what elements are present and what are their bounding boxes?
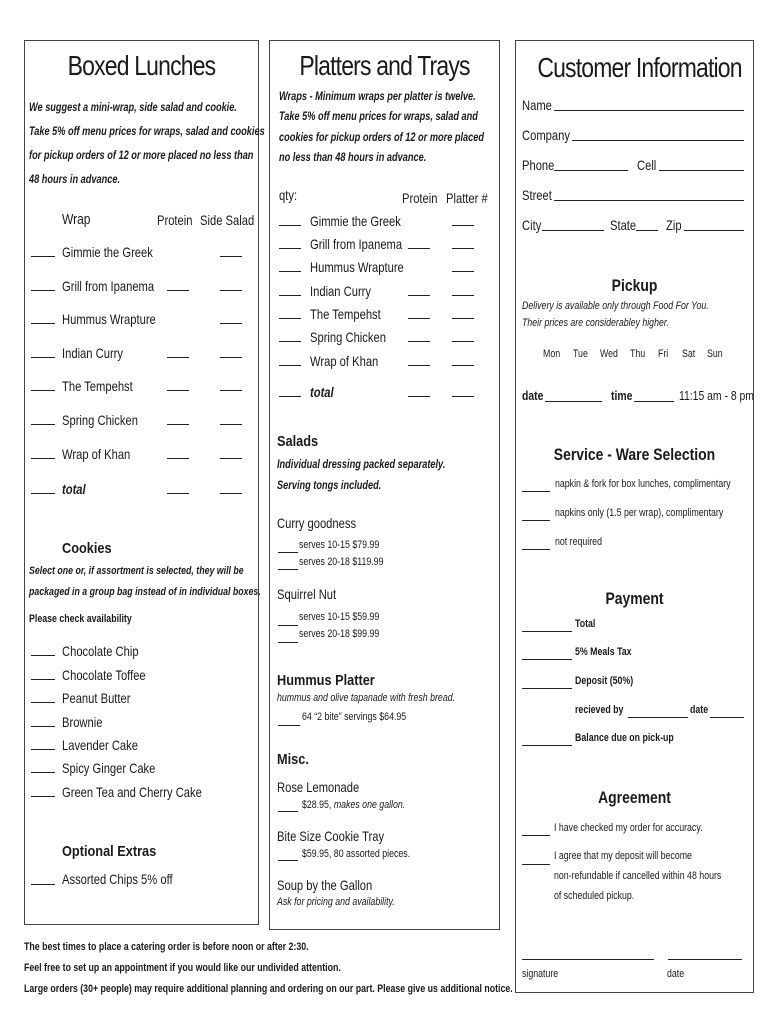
footer-line-3: Large orders (30+ people) may require additional planning and ordering on our part. Please give us additional notice.	[24, 983, 513, 995]
wrap-item: Grill from Ipanema	[62, 278, 155, 294]
cookies-note-1: Select one or, if assortment is selected, they will be	[29, 565, 244, 577]
street-label: Street	[522, 187, 552, 203]
platter-protein-line[interactable]	[408, 248, 430, 249]
total-field[interactable]	[522, 631, 572, 632]
squirrel-option: serves 10-15 $59.99	[299, 611, 380, 623]
service-option-line[interactable]	[522, 549, 550, 550]
hummus-platter-note: hummus and olive tapanade with fresh bread.	[277, 692, 456, 704]
wrap-item: The Tempehst	[62, 378, 133, 394]
cookie-checkbox-line[interactable]	[31, 772, 55, 773]
tax-field[interactable]	[522, 659, 572, 660]
platter-number-total-line[interactable]	[452, 396, 474, 397]
phone-field[interactable]	[554, 170, 628, 171]
total-label: Total	[575, 618, 596, 630]
boxed-intro-3: for pickup orders of 12 or more placed no less than	[29, 150, 254, 162]
platter-total-label: total	[310, 384, 334, 400]
platters-intro-4: no less than 48 hours in advance.	[279, 152, 427, 164]
side-salad-line[interactable]	[220, 357, 242, 358]
service-option-line[interactable]	[522, 520, 550, 521]
platter-qty-line[interactable]	[279, 318, 301, 319]
soup-name: Soup by the Gallon	[277, 877, 373, 893]
service-option: napkin & fork for box lunches, complimentary	[555, 478, 731, 490]
footer-line-1: The best times to place a catering order is before noon or after 2:30.	[24, 941, 309, 953]
misc-heading: Misc.	[277, 751, 309, 768]
col-protein-header: Protein	[157, 212, 193, 228]
signature-date-field[interactable]	[668, 959, 742, 960]
curry-goodness-name: Curry goodness	[277, 515, 357, 531]
wrap-qty-line[interactable]	[31, 256, 55, 257]
platter-protein-header: Protein	[402, 190, 438, 206]
squirrel-option-line[interactable]	[278, 642, 298, 643]
day-fri[interactable]: Fri	[658, 348, 669, 360]
state-label: State	[610, 217, 637, 233]
pickup-note-2: Their prices are considerabley higher.	[522, 317, 669, 329]
platter-number-line[interactable]	[452, 248, 474, 249]
day-thu[interactable]: Thu	[630, 348, 646, 360]
agree-deposit-text-2: non-refundable if cancelled within 48 hours	[554, 870, 722, 882]
deposit-label: Deposit (50%)	[575, 675, 634, 687]
payment-heading: Payment	[605, 589, 664, 608]
soup-note: Ask for pricing and availability.	[277, 896, 395, 908]
cookie-tray-line[interactable]	[278, 860, 298, 861]
qty-header: qty:	[279, 187, 298, 203]
platter-number-line[interactable]	[452, 365, 474, 366]
optional-extras-heading: Optional Extras	[62, 843, 157, 860]
cookie-checkbox-line[interactable]	[31, 749, 55, 750]
zip-label: Zip	[666, 217, 682, 233]
boxed-lunches-title: Boxed Lunches	[67, 50, 216, 81]
platter-wrap-item: Spring Chicken	[310, 329, 386, 345]
extras-checkbox-line[interactable]	[31, 884, 55, 885]
curry-option-line[interactable]	[278, 552, 298, 553]
boxed-intro-2: Take 5% off menu prices for wraps, salad and cookies	[29, 126, 265, 138]
side-salad-line[interactable]	[220, 256, 242, 257]
cookie-checkbox-line[interactable]	[31, 655, 55, 656]
extras-item: Assorted Chips 5% off	[62, 871, 173, 887]
agree-deposit-text-1: I agree that my deposit will become	[554, 850, 692, 862]
platter-wrap-item: The Tempehst	[310, 306, 381, 322]
pickup-date-field[interactable]	[545, 401, 602, 402]
cookie-item: Chocolate Toffee	[62, 667, 146, 683]
received-date-label: date	[690, 704, 709, 716]
platter-protein-line[interactable]	[408, 341, 430, 342]
state-field[interactable]	[636, 230, 658, 231]
pickup-heading: Pickup	[611, 276, 658, 295]
hummus-platter-heading: Hummus Platter	[277, 672, 375, 689]
agree-deposit-line[interactable]	[522, 864, 550, 865]
salads-note-1: Individual dressing packed separately.	[277, 459, 446, 471]
hummus-option: 64 “2 bite” servings $64.95	[302, 711, 407, 723]
platter-number-header: Platter #	[446, 190, 488, 206]
agree-accuracy-line[interactable]	[522, 835, 550, 836]
day-sun[interactable]: Sun	[707, 348, 723, 360]
platter-protein-total-line[interactable]	[408, 396, 430, 397]
wrap-qty-line[interactable]	[31, 290, 55, 291]
wrap-item: Indian Curry	[62, 345, 124, 361]
platter-number-line[interactable]	[452, 295, 474, 296]
received-by-field[interactable]	[628, 717, 688, 718]
agree-accuracy-text: I have checked my order for accuracy.	[554, 822, 703, 834]
company-label: Company	[522, 127, 570, 143]
agree-deposit-text-3: of scheduled pickup.	[554, 890, 635, 902]
day-mon[interactable]: Mon	[543, 348, 561, 360]
wrap-qty-line[interactable]	[31, 357, 55, 358]
platters-trays-panel	[269, 40, 500, 930]
pickup-date-label: date	[522, 388, 544, 403]
service-option: not required	[555, 536, 602, 548]
pickup-time-label: time	[611, 388, 633, 403]
wrap-qty-line[interactable]	[31, 323, 55, 324]
balance-field[interactable]	[522, 745, 572, 746]
rose-lemonade-name: Rose Lemonade	[277, 779, 360, 795]
signature-date-label: date	[667, 968, 685, 980]
wrap-item: Gimmie the Greek	[62, 244, 153, 260]
name-label: Name	[522, 97, 552, 113]
cookie-tray-price: $59.95, 80 assorted pieces.	[302, 848, 411, 860]
cookie-item: Peanut Butter	[62, 690, 131, 706]
received-by-label: recieved by	[575, 704, 624, 716]
platters-intro-1	[279, 91, 476, 103]
day-sat[interactable]: Sat	[682, 348, 696, 360]
cookie-checkbox-line[interactable]	[31, 796, 55, 797]
company-field[interactable]	[572, 140, 744, 141]
service-option: napkins only (1.5 per wrap), complimentary	[555, 507, 724, 519]
boxed-lunches-panel	[24, 40, 265, 925]
side-salad-line[interactable]	[220, 458, 242, 459]
side-salad-line[interactable]	[220, 390, 242, 391]
platter-wrap-item: Gimmie the Greek	[310, 213, 401, 229]
meals-tax-label: 5% Meals Tax	[575, 646, 632, 658]
agreement-heading: Agreement	[598, 788, 671, 807]
cookie-item: Brownie	[62, 714, 103, 730]
cell-field[interactable]	[659, 170, 744, 171]
col-wrap-header: Wrap	[62, 211, 91, 228]
platters-intro-wraps-label: Wraps	[279, 91, 307, 103]
rose-lemonade-price: $28.95,	[302, 799, 332, 811]
service-option-line[interactable]	[522, 491, 550, 492]
salads-heading: Salads	[277, 433, 319, 450]
city-field[interactable]	[542, 230, 604, 231]
footer-line-2: Feel free to set up an appointment if you would like our undivided attention.	[24, 962, 341, 974]
curry-option-line[interactable]	[278, 569, 298, 570]
protein-line[interactable]	[167, 290, 189, 291]
cookie-item: Lavender Cake	[62, 737, 138, 753]
boxed-intro-4: 48 hours in advance.	[29, 174, 121, 186]
customer-info-title: Customer Information	[537, 52, 742, 83]
protein-line[interactable]	[167, 424, 189, 425]
zip-field[interactable]	[684, 230, 744, 231]
side-salad-total-line[interactable]	[220, 493, 242, 494]
rose-lemonade-option	[302, 799, 405, 811]
wrap-item: Wrap of Khan	[62, 446, 131, 462]
side-salad-line[interactable]	[220, 424, 242, 425]
deposit-field[interactable]	[522, 688, 572, 689]
cookie-tray-name: Bite Size Cookie Tray	[277, 828, 385, 844]
platter-total-qty-line[interactable]	[279, 396, 301, 397]
protein-total-line[interactable]	[167, 493, 189, 494]
name-field[interactable]	[554, 110, 744, 111]
platter-number-line[interactable]	[452, 318, 474, 319]
squirrel-option: serves 20-18 $99.99	[299, 628, 380, 640]
platters-intro-3: cookies for pickup orders of 12 or more placed	[279, 132, 485, 144]
platter-protein-line[interactable]	[408, 365, 430, 366]
platter-qty-line[interactable]	[279, 295, 301, 296]
rose-lemonade-line[interactable]	[278, 811, 298, 812]
curry-option: serves 10-15 $79.99	[299, 539, 380, 551]
wrap-qty-line[interactable]	[31, 390, 55, 391]
cookie-checkbox-line[interactable]	[31, 702, 55, 703]
platter-protein-line[interactable]	[408, 318, 430, 319]
protein-line[interactable]	[167, 458, 189, 459]
street-field[interactable]	[554, 200, 744, 201]
cookie-item: Chocolate Chip	[62, 643, 139, 659]
hummus-option-line[interactable]	[278, 725, 300, 726]
cell-label: Cell	[637, 157, 657, 173]
platter-qty-line[interactable]	[279, 365, 301, 366]
wrap-qty-line[interactable]	[31, 424, 55, 425]
cookie-checkbox-line[interactable]	[31, 679, 55, 680]
balance-label: Balance due on pick-up	[575, 732, 674, 744]
curry-option: serves 20-18 $119.99	[299, 556, 384, 568]
day-wed[interactable]: Wed	[600, 348, 618, 360]
boxed-intro-1: We suggest a mini-wrap, side salad and cookie.	[29, 102, 237, 114]
cookies-heading: Cookies	[62, 540, 112, 557]
protein-line[interactable]	[167, 357, 189, 358]
platter-number-line[interactable]	[452, 271, 474, 272]
customer-info-panel	[515, 40, 754, 993]
platters-intro-2: Take 5% off menu prices for wraps, salad and	[279, 111, 478, 123]
service-ware-heading: Service - Ware Selection	[553, 445, 716, 464]
city-label: City	[522, 217, 542, 233]
platter-qty-line[interactable]	[279, 271, 301, 272]
total-label: total	[62, 481, 86, 497]
cookie-item: Green Tea and Cherry Cake	[62, 784, 202, 800]
platter-wrap-item: Hummus Wrapture	[310, 259, 404, 275]
wrap-item: Hummus Wrapture	[62, 311, 156, 327]
platter-qty-line[interactable]	[279, 225, 301, 226]
phone-label: Phone	[522, 157, 555, 173]
cookies-check-note: Please check availability	[29, 613, 132, 625]
side-salad-line[interactable]	[220, 323, 242, 324]
platter-qty-line[interactable]	[279, 248, 301, 249]
platter-wrap-item: Grill from Ipanema	[310, 236, 403, 252]
salads-note-2: Serving tongs included.	[277, 480, 382, 492]
cookie-checkbox-line[interactable]	[31, 726, 55, 727]
day-tue[interactable]: Tue	[573, 348, 588, 360]
wrap-qty-line[interactable]	[31, 458, 55, 459]
pickup-time-field[interactable]	[634, 401, 674, 402]
side-salad-line[interactable]	[220, 290, 242, 291]
squirrel-option-line[interactable]	[278, 625, 298, 626]
rose-lemonade-note: makes one gallon.	[333, 799, 406, 811]
pickup-note-1: Delivery is available only through Food For You.	[522, 300, 709, 312]
platter-number-line[interactable]	[452, 225, 474, 226]
platter-protein-line[interactable]	[408, 295, 430, 296]
pickup-hours: 11:15 am - 8 pm	[679, 388, 754, 403]
platter-qty-line[interactable]	[279, 341, 301, 342]
squirrel-nut-name: Squirrel Nut	[277, 586, 337, 602]
total-qty-line[interactable]	[31, 493, 55, 494]
platters-intro-1-text: - Minimum wraps per platter is twelve.	[306, 91, 476, 103]
cookies-note-2: packaged in a group bag instead of in individual boxes.	[29, 586, 261, 598]
platter-wrap-item: Wrap of Khan	[310, 353, 379, 369]
protein-line[interactable]	[167, 390, 189, 391]
cookie-item: Spicy Ginger Cake	[62, 760, 156, 776]
platters-title: Platters and Trays	[299, 50, 470, 81]
platter-number-line[interactable]	[452, 341, 474, 342]
platter-wrap-item: Indian Curry	[310, 283, 372, 299]
signature-label: signature	[522, 968, 559, 980]
col-side-salad-header: Side Salad	[200, 212, 255, 228]
received-date-field[interactable]	[710, 717, 744, 718]
signature-field[interactable]	[522, 959, 654, 960]
wrap-item: Spring Chicken	[62, 412, 138, 428]
